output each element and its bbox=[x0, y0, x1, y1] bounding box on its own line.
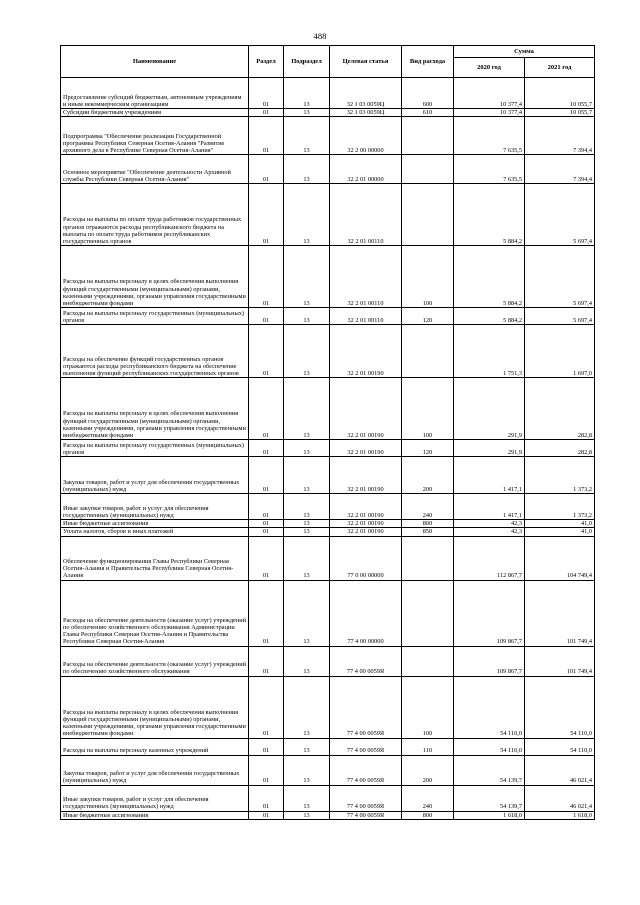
row-amount-2021: 54 110,0 bbox=[525, 738, 595, 755]
row-amount-2020: 42,3 bbox=[454, 528, 525, 536]
page-number: 488 bbox=[313, 31, 327, 41]
row-amount-2021: 54 110,0 bbox=[525, 676, 595, 738]
row-amount-2021: 46 021,4 bbox=[525, 755, 595, 785]
row-target-item: 32 1 03 0059Ц bbox=[330, 78, 402, 109]
table-row bbox=[61, 457, 595, 494]
row-section: 01 bbox=[249, 184, 284, 246]
row-amount-2020: 1 417,1 bbox=[454, 457, 525, 494]
row-expense-type bbox=[402, 646, 454, 676]
row-subsection: 13 bbox=[284, 109, 330, 117]
row-amount-2021: 282,8 bbox=[525, 378, 595, 440]
row-section: 01 bbox=[249, 811, 284, 819]
row-subsection: 13 bbox=[284, 646, 330, 676]
row-subsection: 13 bbox=[284, 325, 330, 378]
row-subsection: 13 bbox=[284, 457, 330, 494]
row-subsection: 13 bbox=[284, 520, 330, 528]
row-name: Иные бюджетные ассигнования bbox=[61, 520, 249, 528]
row-target-item: 77 4 00 0059Я bbox=[330, 738, 402, 755]
row-subsection: 13 bbox=[284, 155, 330, 184]
table-row bbox=[61, 494, 595, 520]
table-row bbox=[61, 528, 595, 536]
row-section: 01 bbox=[249, 738, 284, 755]
row-expense-type bbox=[402, 325, 454, 378]
row-section: 01 bbox=[249, 78, 284, 109]
row-amount-2021: 1 618,0 bbox=[525, 811, 595, 819]
table-row bbox=[61, 755, 595, 785]
table-row bbox=[61, 536, 595, 580]
row-expense-type: 110 bbox=[402, 738, 454, 755]
row-expense-type: 100 bbox=[402, 676, 454, 738]
row-section: 01 bbox=[249, 155, 284, 184]
table-row bbox=[61, 811, 595, 819]
row-name: Расходы на выплаты персоналу в целях обеспечения выполнения функций государственными (муниципальными) органами, казенными учреждениями, органами управления государственными внебюджетными фондами bbox=[61, 246, 249, 308]
table-row bbox=[61, 580, 595, 646]
row-name: Расходы на выплаты персоналу казенных учреждений bbox=[61, 738, 249, 755]
row-section: 01 bbox=[249, 457, 284, 494]
row-expense-type bbox=[402, 155, 454, 184]
table-row bbox=[61, 184, 595, 246]
table-row bbox=[61, 676, 595, 738]
row-expense-type: 120 bbox=[402, 308, 454, 325]
row-amount-2021: 46 021,4 bbox=[525, 785, 595, 811]
row-expense-type: 200 bbox=[402, 755, 454, 785]
row-section: 01 bbox=[249, 528, 284, 536]
table-row bbox=[61, 520, 595, 528]
header-section: Раздел bbox=[249, 46, 284, 78]
row-expense-type: 120 bbox=[402, 440, 454, 457]
row-name: Иные бюджетные ассигнования bbox=[61, 811, 249, 819]
row-amount-2021: 1 373,2 bbox=[525, 457, 595, 494]
row-subsection: 13 bbox=[284, 378, 330, 440]
table-row bbox=[61, 308, 595, 325]
row-amount-2020: 7 635,5 bbox=[454, 117, 525, 155]
row-section: 01 bbox=[249, 580, 284, 646]
row-amount-2020: 291,9 bbox=[454, 440, 525, 457]
row-section: 01 bbox=[249, 325, 284, 378]
table-row bbox=[61, 109, 595, 117]
row-target-item: 77 4 00 0059Я bbox=[330, 785, 402, 811]
row-name: Расходы на обеспечение деятельности (оказание услуг) учреждений по обеспечению хозяйственного обслуживания bbox=[61, 646, 249, 676]
header-year-2020: 2020 год bbox=[454, 58, 525, 78]
table-row bbox=[61, 738, 595, 755]
row-target-item: 77 4 00 0059Я bbox=[330, 646, 402, 676]
row-section: 01 bbox=[249, 117, 284, 155]
row-subsection: 13 bbox=[284, 184, 330, 246]
table-row bbox=[61, 155, 595, 184]
row-amount-2021: 5 697,4 bbox=[525, 308, 595, 325]
row-amount-2020: 54 139,7 bbox=[454, 755, 525, 785]
row-name: Расходы на выплаты по оплате труда работников государственных органов отражаются расходы республиканского бюджета на выплаты по оплате труда работников республиканских государственных органов bbox=[61, 184, 249, 246]
row-name: Расходы на выплаты персоналу государственных (муниципальных) органов bbox=[61, 308, 249, 325]
row-expense-type: 240 bbox=[402, 785, 454, 811]
row-section: 01 bbox=[249, 755, 284, 785]
row-target-item: 32 2 01 00190 bbox=[330, 494, 402, 520]
header-expense-type: Вид расхода bbox=[402, 46, 454, 78]
row-subsection: 13 bbox=[284, 528, 330, 536]
row-amount-2021: 41,0 bbox=[525, 520, 595, 528]
row-amount-2021: 1 697,0 bbox=[525, 325, 595, 378]
table-row bbox=[61, 378, 595, 440]
row-amount-2020: 5 884,2 bbox=[454, 308, 525, 325]
row-name: Обеспечение функционирования Главы Республики Северная Осетия-Алания и Правительства Республики Северная Осетия-Алания bbox=[61, 536, 249, 580]
row-target-item: 32 2 01 00190 bbox=[330, 378, 402, 440]
row-target-item: 32 2 01 00110 bbox=[330, 246, 402, 308]
row-subsection: 13 bbox=[284, 494, 330, 520]
row-amount-2020: 109 867,7 bbox=[454, 580, 525, 646]
row-name: Предоставление субсидий бюджетным, автономным учреждениям и иным некоммерческим организациям bbox=[61, 78, 249, 109]
row-target-item: 32 2 00 00000 bbox=[330, 117, 402, 155]
row-name: Закупка товаров, работ и услуг для обеспечения государственных (муниципальных) нужд bbox=[61, 457, 249, 494]
row-name: Расходы на выплаты персоналу государственных (муниципальных) органов bbox=[61, 440, 249, 457]
row-amount-2020: 10 377,4 bbox=[454, 109, 525, 117]
row-expense-type bbox=[402, 184, 454, 246]
row-expense-type bbox=[402, 580, 454, 646]
row-subsection: 13 bbox=[284, 536, 330, 580]
row-amount-2021: 5 697,4 bbox=[525, 184, 595, 246]
row-expense-type: 100 bbox=[402, 378, 454, 440]
row-amount-2020: 112 867,7 bbox=[454, 536, 525, 580]
table-row bbox=[61, 646, 595, 676]
row-amount-2021: 5 697,4 bbox=[525, 246, 595, 308]
row-subsection: 13 bbox=[284, 580, 330, 646]
row-subsection: 13 bbox=[284, 246, 330, 308]
row-amount-2021: 104 749,4 bbox=[525, 536, 595, 580]
row-target-item: 77 4 00 0059Я bbox=[330, 676, 402, 738]
row-name: Иные закупки товаров, работ и услуг для обеспечения государственных (муниципальных) нужд bbox=[61, 785, 249, 811]
row-target-item: 32 2 01 00190 bbox=[330, 457, 402, 494]
row-section: 01 bbox=[249, 246, 284, 308]
row-subsection: 13 bbox=[284, 440, 330, 457]
row-section: 01 bbox=[249, 378, 284, 440]
row-amount-2020: 10 377,4 bbox=[454, 78, 525, 109]
row-amount-2021: 1 373,2 bbox=[525, 494, 595, 520]
table-row bbox=[61, 78, 595, 109]
row-subsection: 13 bbox=[284, 308, 330, 325]
row-subsection: 13 bbox=[284, 755, 330, 785]
row-target-item: 32 2 01 00190 bbox=[330, 528, 402, 536]
row-amount-2021: 101 749,4 bbox=[525, 646, 595, 676]
row-section: 01 bbox=[249, 440, 284, 457]
row-target-item: 77 4 00 0059Я bbox=[330, 755, 402, 785]
table-row bbox=[61, 246, 595, 308]
row-section: 01 bbox=[249, 676, 284, 738]
row-section: 01 bbox=[249, 494, 284, 520]
row-name: Уплата налогов, сборов и иных платежей bbox=[61, 528, 249, 536]
row-target-item: 77 4 00 00000 bbox=[330, 580, 402, 646]
row-amount-2021: 10 055,7 bbox=[525, 78, 595, 109]
row-amount-2020: 54 110,0 bbox=[454, 738, 525, 755]
row-subsection: 13 bbox=[284, 738, 330, 755]
table-row bbox=[61, 785, 595, 811]
header-subsection: Подраздел bbox=[284, 46, 330, 78]
row-amount-2020: 5 884,2 bbox=[454, 246, 525, 308]
row-section: 01 bbox=[249, 646, 284, 676]
row-name: Субсидии бюджетным учреждениям bbox=[61, 109, 249, 117]
row-section: 01 bbox=[249, 520, 284, 528]
row-amount-2020: 54 139,7 bbox=[454, 785, 525, 811]
row-expense-type: 200 bbox=[402, 457, 454, 494]
row-amount-2021: 10 055,7 bbox=[525, 109, 595, 117]
row-section: 01 bbox=[249, 109, 284, 117]
header-name: Наименование bbox=[61, 46, 249, 78]
row-subsection: 13 bbox=[284, 117, 330, 155]
row-amount-2021: 41,0 bbox=[525, 528, 595, 536]
row-expense-type: 850 bbox=[402, 528, 454, 536]
row-amount-2021: 7 394,4 bbox=[525, 155, 595, 184]
row-amount-2020: 1 618,0 bbox=[454, 811, 525, 819]
row-target-item: 32 2 01 00190 bbox=[330, 440, 402, 457]
table-row bbox=[61, 117, 595, 155]
row-expense-type: 800 bbox=[402, 811, 454, 819]
row-amount-2020: 42,3 bbox=[454, 520, 525, 528]
row-amount-2020: 291,9 bbox=[454, 378, 525, 440]
row-name: Иные закупки товаров, работ и услуг для обеспечения государственных (муниципальных) нужд bbox=[61, 494, 249, 520]
row-target-item: 32 2 01 00110 bbox=[330, 184, 402, 246]
row-section: 01 bbox=[249, 308, 284, 325]
row-target-item: 32 2 01 00190 bbox=[330, 520, 402, 528]
row-amount-2021: 7 394,4 bbox=[525, 117, 595, 155]
row-target-item: 32 2 01 00000 bbox=[330, 155, 402, 184]
row-section: 01 bbox=[249, 536, 284, 580]
row-target-item: 77 0 00 00000 bbox=[330, 536, 402, 580]
row-subsection: 13 bbox=[284, 676, 330, 738]
row-name: Основное мероприятие "Обеспечение деятельности Архивной службы Республики Северная Осетия-Алания" bbox=[61, 155, 249, 184]
row-target-item: 32 1 03 0059Ц bbox=[330, 109, 402, 117]
row-name: Расходы на обеспечение деятельности (оказание услуг) учреждений по обеспечению хозяйственного обслуживания Администрации Главы Республики Северная Осетия-Алания и Правительства Республики Северная Осетия-Алания bbox=[61, 580, 249, 646]
row-expense-type: 100 bbox=[402, 246, 454, 308]
row-amount-2020: 1 751,3 bbox=[454, 325, 525, 378]
row-amount-2020: 1 417,1 bbox=[454, 494, 525, 520]
row-name: Подпрограмма "Обеспечение реализации Государственной программы Республики Северная Осетия-Алания "Развитие архивного дела в Республике Северная Осетия-Алания" bbox=[61, 117, 249, 155]
table-row bbox=[61, 325, 595, 378]
row-subsection: 13 bbox=[284, 785, 330, 811]
header-amount: Сумма bbox=[454, 46, 595, 58]
row-target-item: 77 4 00 0059Я bbox=[330, 811, 402, 819]
row-subsection: 13 bbox=[284, 811, 330, 819]
table-row bbox=[61, 440, 595, 457]
row-amount-2020: 7 635,5 bbox=[454, 155, 525, 184]
row-expense-type bbox=[402, 536, 454, 580]
row-expense-type: 240 bbox=[402, 494, 454, 520]
row-expense-type: 800 bbox=[402, 520, 454, 528]
row-amount-2020: 5 884,2 bbox=[454, 184, 525, 246]
row-name: Расходы на выплаты персоналу в целях обеспечения выполнения функций государственными (муниципальными) органами, казенными учреждениями, органами управления государственными внебюджетными фондами bbox=[61, 378, 249, 440]
row-expense-type bbox=[402, 117, 454, 155]
row-target-item: 32 2 01 00110 bbox=[330, 308, 402, 325]
row-target-item: 32 2 01 00190 bbox=[330, 325, 402, 378]
row-name: Расходы на выплаты персоналу в целях обеспечения выполнения функций государственными (муниципальными) органами, казенными учреждениями, органами управления государственными внебюджетными фондами bbox=[61, 676, 249, 738]
row-amount-2020: 109 867,7 bbox=[454, 646, 525, 676]
header-target-item: Целевая статья bbox=[330, 46, 402, 78]
row-amount-2021: 282,8 bbox=[525, 440, 595, 457]
header-year-2021: 2021 год bbox=[525, 58, 595, 78]
row-expense-type: 610 bbox=[402, 109, 454, 117]
row-name: Закупка товаров, работ и услуг для обеспечения государственных (муниципальных) нужд bbox=[61, 755, 249, 785]
row-amount-2021: 101 749,4 bbox=[525, 580, 595, 646]
row-amount-2020: 54 110,0 bbox=[454, 676, 525, 738]
budget-table bbox=[60, 45, 595, 820]
row-expense-type: 600 bbox=[402, 78, 454, 109]
row-subsection: 13 bbox=[284, 78, 330, 109]
row-section: 01 bbox=[249, 785, 284, 811]
row-name: Расходы на обеспечение функций государственных органов отражаются расходы республиканского бюджета на обеспечение выполнения функций республиканских государственных органов bbox=[61, 325, 249, 378]
